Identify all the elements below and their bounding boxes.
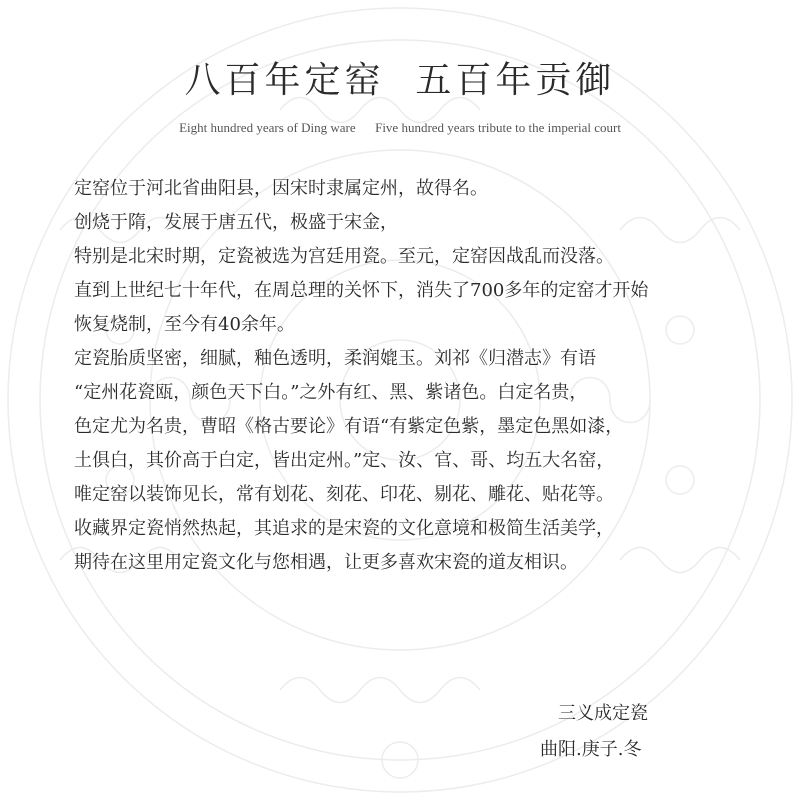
body-line: 定窑位于河北省曲阳县，因宋时隶属定州，故得名。 bbox=[74, 178, 488, 199]
body-line: 直到上世纪七十年代，在周总理的关怀下，消失了700多年的定窑才开始 bbox=[74, 280, 649, 301]
signature-block bbox=[540, 696, 760, 768]
article-body bbox=[74, 172, 774, 580]
body-line: 创烧于隋，发展于唐五代，极盛于宋金， bbox=[74, 212, 398, 233]
signature-place-date: 曲阳.庚子.冬 bbox=[540, 739, 642, 760]
body-line: 唯定窑以装饰见长，常有划花、刻花、印花、剔花、雕花、贴花等。 bbox=[74, 484, 614, 505]
page-subtitle: Eight hundred years of Ding ware Five hundred years tribute to the imperial court bbox=[179, 120, 621, 135]
body-line: 色定尤为名贵，曹昭《格古要论》有语“有紫定色紫，墨定色黑如漆， bbox=[74, 416, 624, 437]
body-line: 恢复烧制，至今有40余年。 bbox=[74, 314, 295, 335]
body-line: 特别是北宋时期，定瓷被选为宫廷用瓷。至元，定窑因战乱而没落。 bbox=[74, 246, 614, 267]
page-title: 八百年定窑 五百年贡御 bbox=[184, 60, 616, 101]
signature-brand: 三义成定瓷 bbox=[558, 703, 648, 724]
body-line: 期待在这里用定瓷文化与您相遇，让更多喜欢宋瓷的道友相识。 bbox=[74, 552, 578, 573]
body-line: 土俱白，其价高于白定，皆出定州。”定、汝、官、哥、均五大名窑， bbox=[74, 450, 615, 471]
body-line: 定瓷胎质坚密，细腻，釉色透明，柔润媲玉。刘祁《归潜志》有语 bbox=[74, 348, 596, 369]
body-line: 收藏界定瓷悄然热起，其追求的是宋瓷的文化意境和极简生活美学， bbox=[74, 518, 614, 539]
body-line: “定州花瓷瓯，颜色天下白。”之外有红、黑、紫诸色。白定名贵， bbox=[74, 382, 588, 403]
